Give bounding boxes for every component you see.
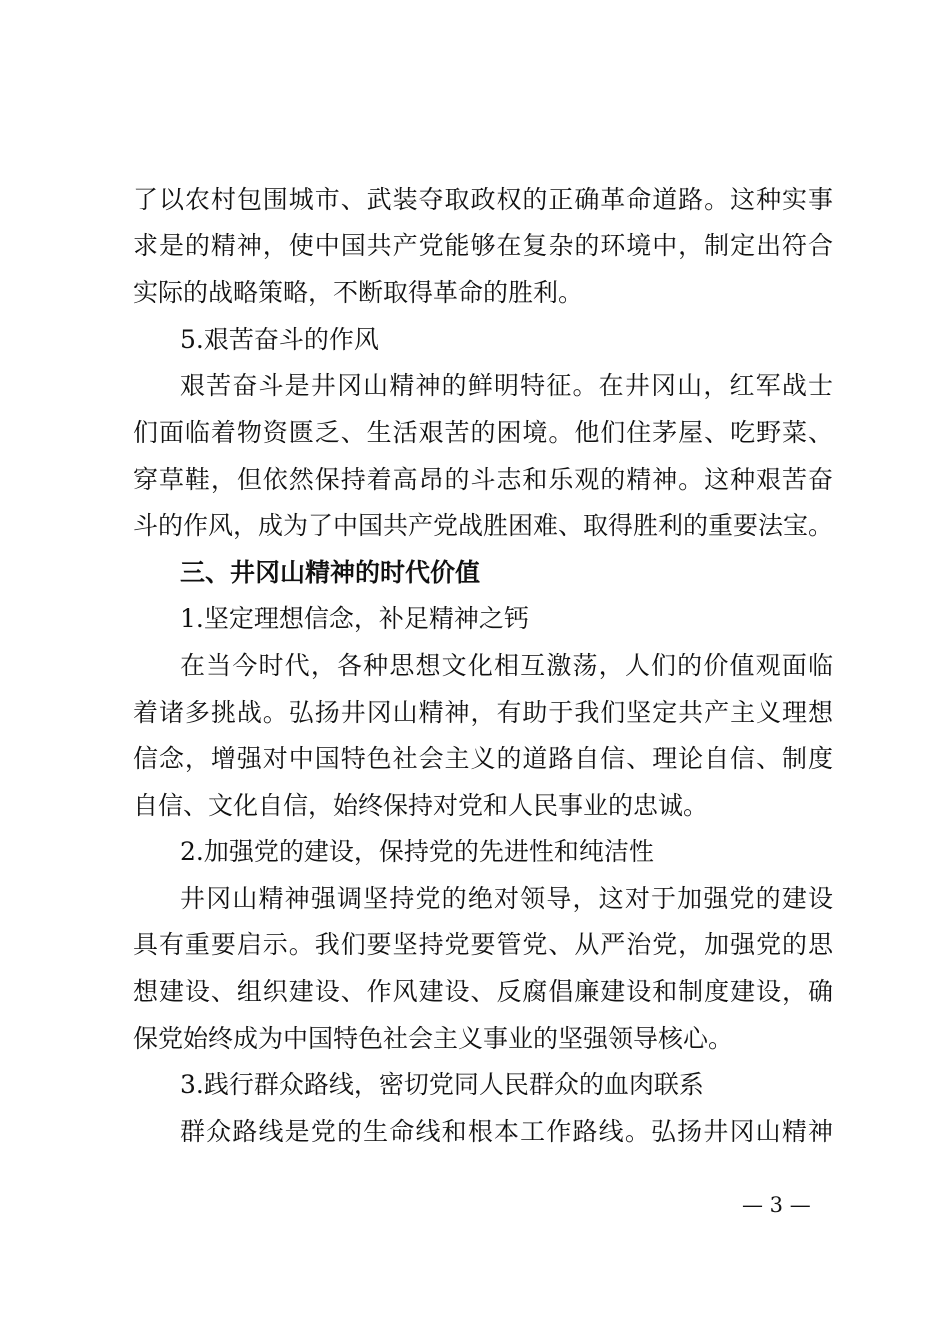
paragraph-line: 了以农村包围城市、武装夺取政权的正确革命道路。这种实事 bbox=[133, 185, 833, 214]
section-subheading: 2.加强党的建设，保持党的先进性和纯洁性 bbox=[180, 837, 654, 866]
paragraph-line: 井冈山精神强调坚持党的绝对领导，这对于加强党的建设 bbox=[180, 884, 833, 913]
page-number: — 3 — bbox=[742, 1193, 811, 1217]
paragraph-line: 求是的精神，使中国共产党能够在复杂的环境中，制定出符合 bbox=[133, 231, 833, 260]
paragraph-line: 们面临着物资匮乏、生活艰苦的困境。他们住茅屋、吃野菜、 bbox=[133, 418, 833, 447]
paragraph-line: 着诸多挑战。弘扬井冈山精神，有助于我们坚定共产主义理想 bbox=[133, 698, 833, 727]
paragraph-line: 保党始终成为中国特色社会主义事业的坚强领导核心。 bbox=[133, 1024, 734, 1053]
section-subheading: 1.坚定理想信念，补足精神之钙 bbox=[180, 604, 529, 633]
section-subheading: 3.践行群众路线，密切党同人民群众的血肉联系 bbox=[180, 1070, 704, 1099]
paragraph-line: 艰苦奋斗是井冈山精神的鲜明特征。在井冈山，红军战士 bbox=[180, 371, 833, 400]
paragraph-line: 群众路线是党的生命线和根本工作路线。弘扬井冈山精神 bbox=[180, 1117, 833, 1146]
paragraph-line: 实际的战略策略，不断取得革命的胜利。 bbox=[133, 278, 584, 307]
paragraph-line: 想建设、组织建设、作风建设、反腐倡廉建设和制度建设，确 bbox=[133, 977, 833, 1006]
paragraph-line: 具有重要启示。我们要坚持党要管党、从严治党，加强党的思 bbox=[133, 930, 833, 959]
section-subheading: 5.艰苦奋斗的作风 bbox=[180, 325, 379, 354]
paragraph-line: 穿草鞋，但依然保持着高昂的斗志和乐观的精神。这种艰苦奋 bbox=[133, 465, 833, 494]
paragraph-line: 在当今时代，各种思想文化相互激荡，人们的价值观面临 bbox=[180, 651, 833, 680]
paragraph-line: 斗的作风，成为了中国共产党战胜困难、取得胜利的重要法宝。 bbox=[133, 511, 834, 540]
paragraph-line: 信念，增强对中国特色社会主义的道路自信、理论自信、制度 bbox=[133, 744, 833, 773]
section-heading: 三、井冈山精神的时代价值 bbox=[180, 558, 481, 587]
paragraph-line: 自信、文化自信，始终保持对党和人民事业的忠诚。 bbox=[133, 791, 709, 820]
